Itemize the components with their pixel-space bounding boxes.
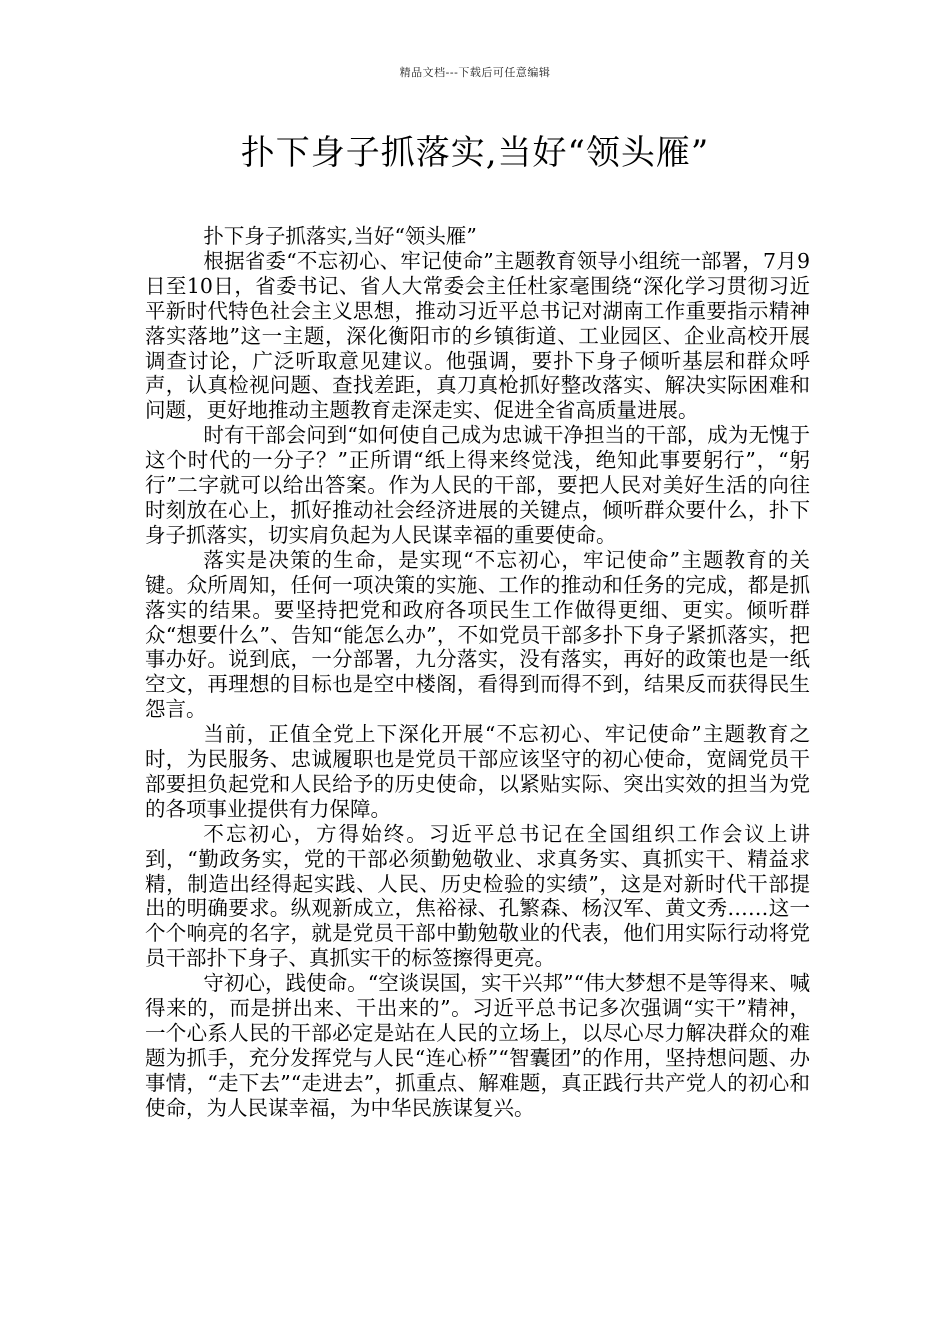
document-body	[145, 224, 810, 1121]
body-paragraph: 根据省委“不忘初心、牢记使命”主题教育领导小组统一部署，7月9日至10日，省委书记、省人大常委会主任杜家毫围绕“深化学习贯彻习近平新时代特色社会主义思想，推动习近平总书记对湖南工作重要指示精神落实落地”这一主题，深化衡阳市的乡镇街道、工业园区、企业高校开展调查讨论，广泛听取意见建议。他强调，要扑下身子倾听基层和群众呼声，认真检视问题、查找差距，真刀真枪抓好整改落实、解决实际困难和问题，更好地推动主题教育走深走实、促进全省高质量进展。	[145, 248, 810, 423]
body-paragraph: 守初心，践使命。“空谈误国，实干兴邦”“伟大梦想不是等得来、喊得来的，而是拼出来、干出来的”。习近平总书记多次强调“实干”精神，一个心系人民的干部必定是站在人民的立场上，以尽心尽力解决群众的难题为抓手，充分发挥党与人民“连心桥”“智囊团”的作用，坚持想问题、办事情，“走下去”“走进去”，抓重点、解难题，真正践行共产党人的初心和使命，为人民谋幸福，为中华民族谋复兴。	[145, 971, 810, 1120]
body-paragraph: 不忘初心，方得始终。习近平总书记在全国组织工作会议上讲到，“勤政务实，党的干部必须勤勉敬业、求真务实、真抓实干、精益求精，制造出经得起实践、人民、历史检验的实绩”，这是对新时代干部提出的明确要求。纵观新成立，焦裕禄、孔繁森、杨汉军、黄文秀……这一个个响亮的名字，就是党员干部中勤勉敬业的代表，他们用实际行动将党员干部扑下身子、真抓实干的标签擦得更亮。	[145, 821, 810, 971]
body-paragraph: 落实是决策的生命，是实现“不忘初心，牢记使命”主题教育的关键。众所周知，任何一项决策的实施、工作的推动和任务的完成，都是抓落实的结果。要坚持把党和政府各项民生工作做得更细、更实。倾听群众“想要什么”、告知“能怎么办”，不如党员干部多扑下身子紧抓落实，把事办好。说到底，一分部署，九分落实，没有落实，再好的政策也是一纸空文，再理想的目标也是空中楼阁，看得到而得不到，结果反而获得民生怨言。	[145, 547, 810, 722]
body-paragraph-subtitle: 扑下身子抓落实,当好“领头雁”	[203, 224, 477, 248]
body-paragraph: 时有干部会问到“如何使自己成为忠诚干净担当的干部，成为无愧于这个时代的一分子？”正所谓“纸上得来终觉浅，绝知此事要躬行”，“躬行”二字就可以给出答案。作为人民的干部，要把人民对美好生活的向往时刻放在心上，抓好推动社会经济进展的关键点，倾听群众要什么，扑下身子抓落实，切实肩负起为人民谋幸福的重要使命。	[145, 423, 810, 547]
body-paragraph: 当前，正值全党上下深化开展“不忘初心、牢记使命”主题教育之时，为民服务、忠诚履职也是党员干部应该坚守的初心使命，宽阔党员干部要担负起党和人民给予的历史使命，以紧贴实际、突出实效的担当为党的各项事业提供有力保障。	[145, 722, 810, 821]
document-title: 扑下身子抓落实,当好“领头雁”	[240, 133, 710, 173]
header-note: 精品文档---下载后可任意编辑	[399, 66, 551, 79]
